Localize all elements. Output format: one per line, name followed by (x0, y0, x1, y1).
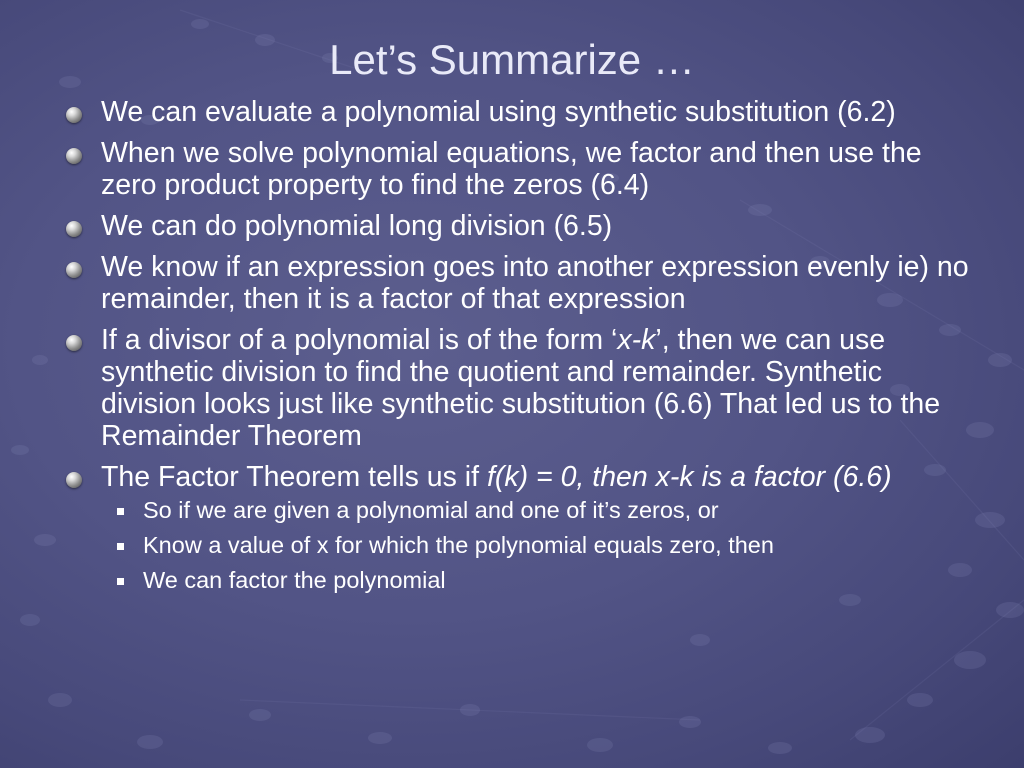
bullet-text: When we solve polynomial equations, we factor and then use the zero product property to find the zeros (6.4) (101, 137, 922, 201)
bullet-italic-text: f(k) = 0, then x-k is a factor (6.6) (486, 461, 892, 493)
sub-bullet-text: Know a value of x for which the polynomial equals zero, then (143, 532, 774, 558)
square-bullet-icon (117, 578, 124, 585)
sub-bullet-list (101, 497, 980, 594)
list-item (60, 251, 980, 315)
square-bullet-icon (117, 543, 124, 550)
sub-list-item (101, 497, 980, 524)
bullet-italic-text: x-k (617, 324, 656, 356)
bullet-text: We know if an expression goes into another expression evenly ie) no remainder, then it is a factor of that expression (101, 251, 969, 315)
bullet-text: We can do polynomial long division (6.5) (101, 210, 613, 242)
list-item (60, 324, 980, 452)
list-item (60, 96, 980, 128)
bullet-text-part: ’, then we can use synthetic division to find the quotient and remainder. Synthetic division looks just like synthetic substitution (6.6) That led us to the Remainder Theorem (101, 324, 941, 452)
bullet-text: We can evaluate a polynomial using synthetic substitution (6.2) (101, 96, 896, 128)
sub-list-item (101, 567, 980, 594)
sphere-bullet-icon (66, 262, 82, 278)
list-item (60, 210, 980, 242)
bullet-text (101, 324, 940, 452)
list-item (60, 461, 980, 594)
sub-bullet-text: We can factor the polynomial (143, 567, 446, 593)
sphere-bullet-icon (66, 335, 82, 351)
bullet-text-part: If a divisor of a polynomial is of the form ‘ (101, 324, 618, 356)
list-item (60, 137, 980, 201)
sphere-bullet-icon (66, 107, 82, 123)
slide-title: Let’s Summarize … (329, 36, 695, 83)
bullet-list (60, 96, 980, 594)
square-bullet-icon (117, 508, 124, 515)
sphere-bullet-icon (66, 148, 82, 164)
slide-content (60, 96, 980, 603)
sub-list-item (101, 532, 980, 559)
sub-bullet-text: So if we are given a polynomial and one of it’s zeros, or (143, 497, 719, 523)
sphere-bullet-icon (66, 472, 82, 488)
bullet-text-part: The Factor Theorem tells us if (101, 461, 487, 493)
sphere-bullet-icon (66, 221, 82, 237)
bullet-text (101, 461, 892, 493)
